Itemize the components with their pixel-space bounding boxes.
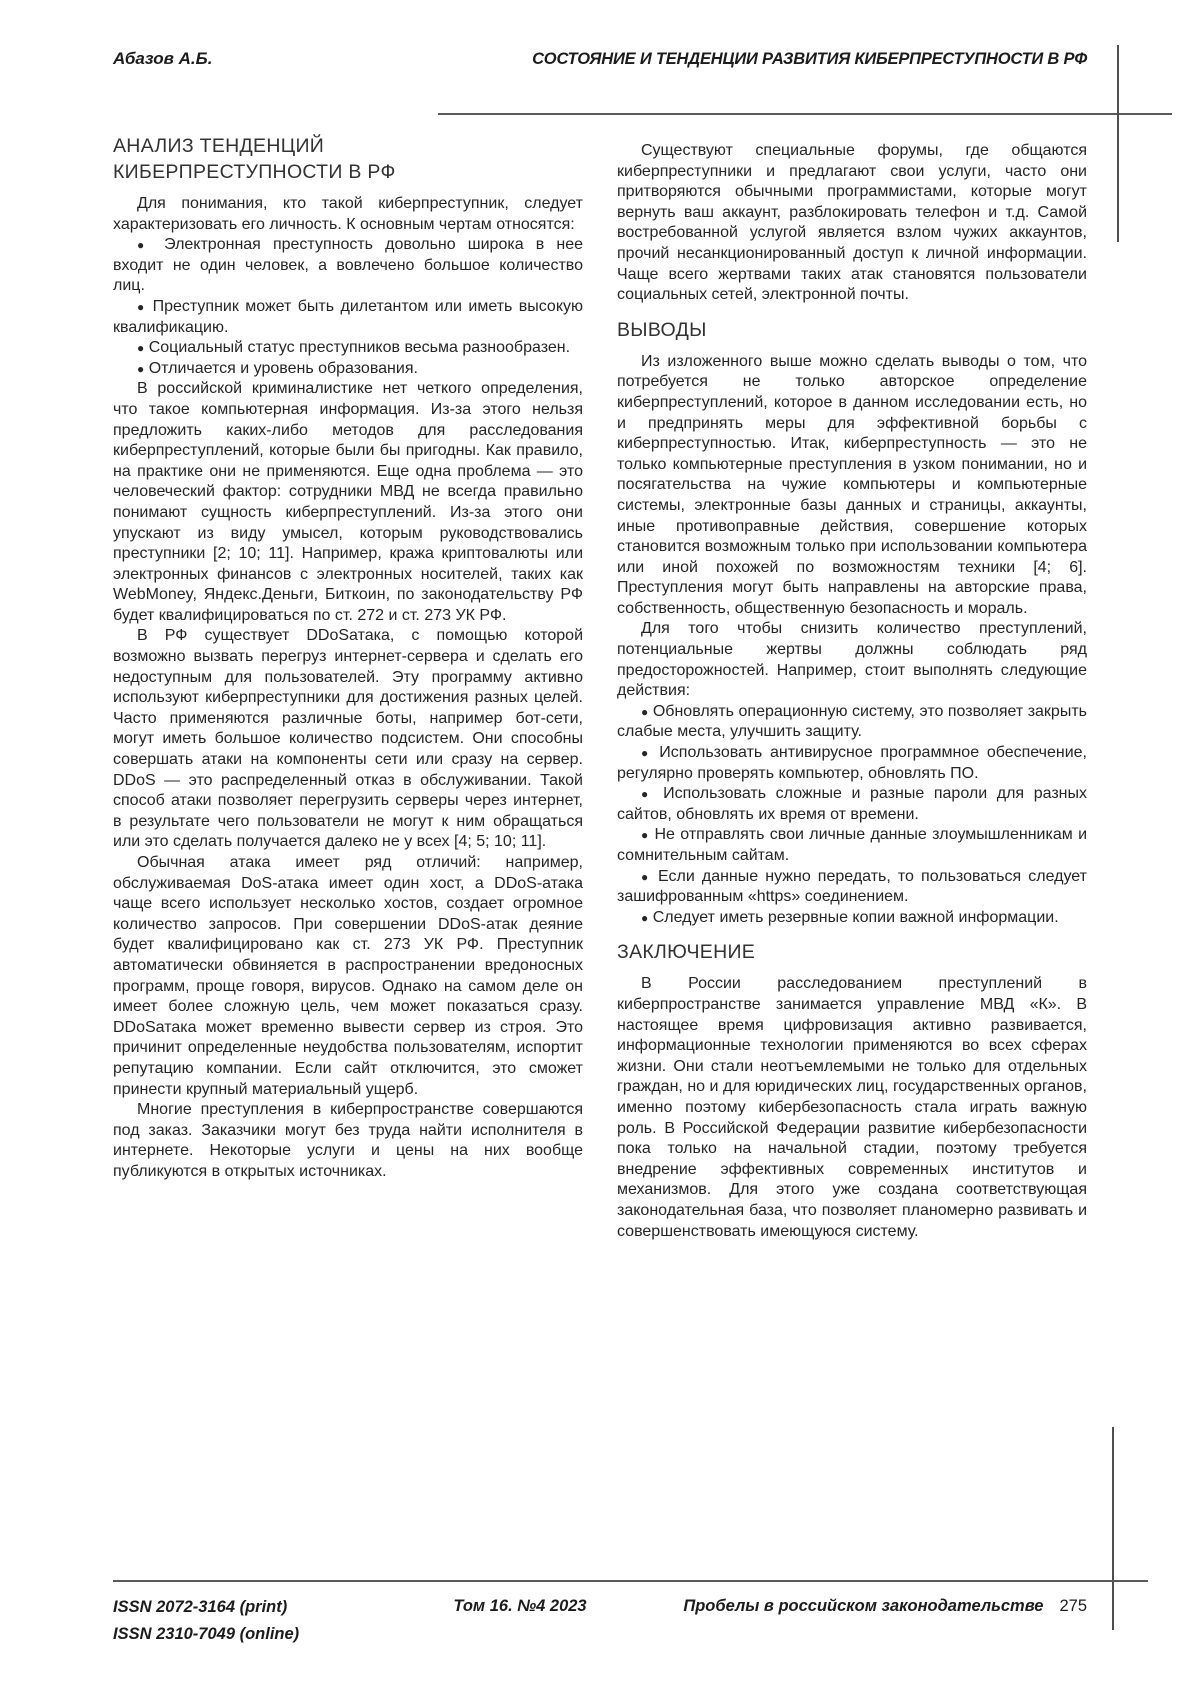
bullet-text: Использовать сложные и разные пароли для разных сайтов, обновлять их время от времени. [617,785,1088,823]
section-heading-conclusions: ВЫВОДЫ [617,318,707,341]
journal-title: Пробелы в российском законодательстве [683,1597,1044,1615]
bullet-text: Социальный статус преступников весьма разнообразен. [148,339,571,357]
bullet-text: Не отправлять свои личные данные злоумышленникам и сомнительным сайтам. [617,826,1088,864]
vertical-rule-bottom [1112,1427,1114,1630]
bullet-text: Обновлять операционную систему, это позволяет закрыть слабые места, улучшить защиту. [617,702,1087,741]
bullet-text: Преступник может быть дилетантом или иметь высокую квалификацию. [113,297,584,336]
bullet-icon: ● [641,787,654,802]
header-rule [438,113,1172,115]
section-heading-analysis [113,133,583,185]
paragraph: Для понимания, кто такой киберпреступник, следует характеризовать его личность. К основным чертам относятся: [113,195,583,233]
heading-line: КИБЕРПРЕСТУПНОСТИ В РФ [113,161,396,183]
volume-issue: Том 16. №4 2023 [453,1597,587,1615]
bullet-text: Если данные нужно передать, то пользоваться следует зашифрованным «https» соединением. [617,867,1087,906]
bullet-item [113,338,583,359]
right-column [617,141,1087,1242]
bullet-icon: ● [641,910,649,925]
bullet-item [617,825,1087,866]
bullet-icon: ● [641,828,650,843]
issn-print: ISSN 2072-3164 (print) [113,1598,288,1616]
paragraph: Существуют специальные форумы, где общаются киберпреступники и предлагают свои услуги, часто они притворяются обычными программистами, которые могут вернуть ваш аккаунт, разблокировать телефон и т.д. Самой востребованной услугой является взлом чужих аккаунтов, прочий несанкционированный доступ к личной информации. Чаще всего жертвами таких атак становятся пользователи социальных сетей, электронной почты. [617,142,1087,304]
paragraph: Обычная атака имеет ряд отличий: например, обслуживаемая DoS-атака имеет один хост, а DDoS-атака чаще всего использует несколько хостов, создает огромное количество запросов. При совершении DDoS-атак деяние будет квалифицировано как ст. 273 УК РФ. Преступник автоматически обвиняется в распространении вредоносных программ, проще говоря, вирусов. Однако на самом деле он имеет более сложную цель, чем может показаться сразу. DDoSатака может временно вывести сервер из строя. Это причинит определенные неудобства пользователям, испортит репутацию компании. Если сайт отключится, это сможет принести крупный материальный ущерб. [113,854,583,1098]
page-number: 275 [1059,1597,1087,1615]
issn-online: ISSN 2310-7049 (online) [113,1625,300,1643]
bullet-icon: ● [137,299,147,314]
heading-line: АНАЛИЗ ТЕНДЕНЦИЙ [113,135,325,157]
paragraph: Из изложенного выше можно сделать выводы о том, что потребуется не только авторское определение киберпреступлений, которое в данном исследовании есть, но и предпринять меры для эффективной борьбы с киберпреступностью. Итак, киберпреступность — это не только компьютерные преступления в узком понимании, но и посягательства на чужие компьютеры и компьютерные системы, электронные базы данных и страницы, аккаунты, иные противоправные действия, совершение которых становится возможным только при использовании компьютера или иной похожей по возможностям техники [4; 6]. Преступления могут быть направлены на авторские права, собственность, общественную безопасность и мораль. [617,352,1087,617]
paragraph: В России расследованием преступлений в киберпространстве занимается управление МВД «К». В настоящее время цифровизация активно развивается, информационные технологии применяются во всех сферах жизни. Они стали неотъемлемыми не только для отдельных граждан, но и для юридических лиц, государственных органов, именно поэтому кибербезопасность стала играть важную роль. В Российской Федерации развитие кибербезопасности пока только на начальной стадии, поэтому требуется внедрение эффективных современных институтов и механизмов. Для этого уже создана соответствующая законодательная база, что позволяет планомерно развивать и совершенствовать имеющуюся систему. [617,975,1087,1240]
section-heading-final: ЗАКЛЮЧЕНИЕ [617,941,756,964]
bullet-icon: ● [137,341,145,356]
bullet-icon: ● [137,238,152,253]
bullet-item [113,235,583,297]
bullet-icon: ● [137,361,145,376]
paragraph: В РФ существует DDoSатака, с помощью которой возможно вызвать перегруз интернет-сервера и сделать его недоступным для пользователей. Эту программу активно используют киберпреступники для достижения разных целей. Часто применяются различные боты, например бот-сети, могут иметь большое количество подсистем. Они способны совершать атаки на компоненты сети или сразу на сервер. DDoS — это распределенный отказ в обслуживании. Такой способ атаки позволяет перегрузить серверы через интернет, в результате чего пользователи не могут к ним обращаться или это сделать получается далеко не у всех [4; 5; 10; 11]. [113,627,583,851]
bullet-text: Отличается и уровень образования. [148,359,418,377]
bullet-icon: ● [641,746,652,761]
bullet-icon: ● [641,869,651,884]
paragraph: В российской криминалистике нет четкого определения, что такое компьютерная информация. Из-за этого нельзя предложить каких-либо методов для расследования киберпреступлений, которые были бы пригодны. Как правило, на практике они не применяются. Еще одна проблема — это человеческий фактор: сотрудники МВД не всегда правильно понимают сущность киберпреступлений. Из-за этого они упускают из виду умысел, которым руководствовались преступники [2; 10; 11]. Например, кража криптовалюты или электронных финансов с электронных носителей, таких как WebMoney, Яндекс.Деньги, Биткоин, по законодательству РФ будет квалифицироваться по ст. 272 и ст. 273 УК РФ. [113,380,583,624]
bullet-item [113,297,583,338]
footer-issn-block [113,1594,299,1648]
bullet-item [617,743,1087,784]
bullet-item [617,867,1087,908]
header-author: Абазов А.Б. [113,49,213,68]
bullet-icon: ● [641,704,649,719]
footer-rule [113,1580,1148,1582]
header-running-title: СОСТОЯНИЕ И ТЕНДЕНЦИИ РАЗВИТИЯ КИБЕРПРЕСТУПНОСТИ В РФ [532,50,1087,68]
bullet-item [617,784,1087,825]
bullet-text: Следует иметь резервные копии важной информации. [652,908,1059,926]
bullet-item [617,908,1087,929]
bullet-item [617,702,1087,743]
paragraph: Многие преступления в киберпространстве совершаются под заказ. Заказчики могут без труда найти исполнителя в интернете. Некоторые услуги и цены на них вообще публикуются в открытых источниках. [113,1101,583,1180]
left-column [113,133,583,1183]
bullet-text: Использовать антивирусное программное обеспечение, регулярно проверять компьютер, обновлять ПО. [617,744,1087,782]
bullet-item [113,359,583,380]
paragraph: Для того чтобы снизить количество преступлений, потенциальные жертвы должны соблюдать ряд предосторожностей. Например, стоит выполнять следующие действия: [617,620,1087,700]
footer-right-block [683,1597,1087,1616]
vertical-rule-top [1117,45,1119,242]
bullet-text: Электронная преступность довольно широка в нее входит не один человек, а вовлечено большое количество лиц. [113,236,584,295]
